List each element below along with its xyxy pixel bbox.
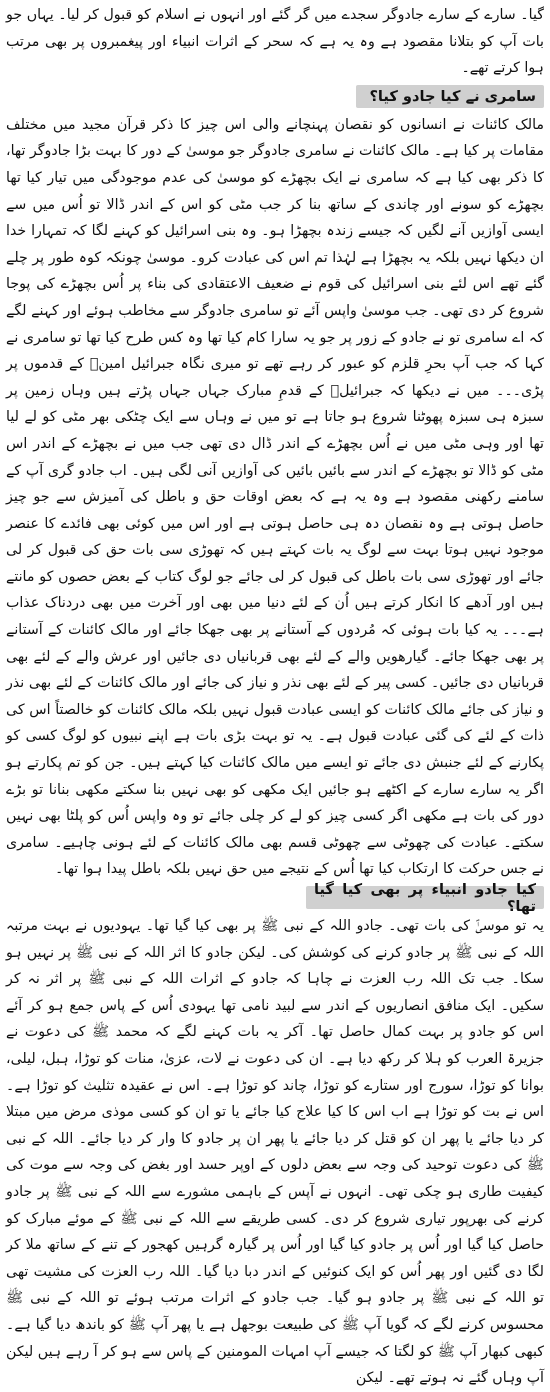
section-heading-prophets — [306, 880, 544, 915]
section-2-paragraph: یہ تو موسیٰؑ کی بات تھی۔ جادو اللہ کے نبی ﷺ پر بھی کیا گیا تھا۔ یہودیوں نے بہت مرتبہ اللہ کے نبی ﷺ پر جادو کرنے کی کوشش کی۔ لیکن جادو کا اثر اللہ کے نبی ﷺ پر نہیں ہو سکا۔ جب تک اللہ رب العزت نے چاہا کہ جادو کے اثرات اللہ کے نبی ﷺ پر اثر نہ کر سکیں۔ ایک منافق انصاریوں کے اندر سے لبید نامی تھا یہودی اُس کے پاس جمع ہو کر آئے اس کو جادو پر بہت کمال حاصل تھا۔ آکر یہ بات کہنے لگے کہ محمد ﷺ کی دعوت نے جزیرۃ العرب کو ہلا کر رکھ دیا ہے۔ ان کی دعوت نے لات، عزیٰ، منات کو توڑا، ہبل، لیلی، بوانا کو توڑا، سورج اور ستارے کو توڑا، چاند کو توڑا ہے۔ اس نے عقیدہ تثلیث کو توڑا ہے۔ اس نے بت کو توڑا ہے اب اس کا کیا علاج کیا جائے یا تو ان کو کسی موذی مرض میں مبتلا کر دیا جائے یا پھر ان کو قتل کر دیا جائے یا پھر ان پر جادو کا وار کر دیا جائے۔ اللہ کے نبی ﷺ کی دعوت توحید کی وجہ سے بعض دلوں کے اوپر حسد اور بغض کی وجہ سے موت کی کیفیت طاری ہو چکی تھی۔ انہوں نے آپس کے باہمی مشورے سے اللہ کے نبی ﷺ پر جادو کرنے کی بھرپور تیاری شروع کر دی۔ کسی طریقے سے اللہ کے نبی ﷺ کے موئے مبارک کو حاصل کیا گیا اور اُس پر جادو کیا گیا اور اُس پر گیارہ گرہیں کھجور کے تنے کے ساتھ ملا کر لگا دی گئیں اور پھر اُس کو ایک کنوئیں کے اندر دبا دیا گیا۔ اللہ رب العزت کی مشیت تھی تو اللہ کے نبی ﷺ پر جادو ہو گیا۔ جب جادو کے اثرات مرتب ہوئے تو اللہ کے نبی ﷺ محسوس کرنے لگے کہ گویا آپ ﷺ کی طبیعت بوجھل ہے یا پھر آپ ﷺ کو باندھ دیا گیا ہے۔ کبھی کبھار آپ ﷺ کو لگتا کہ جیسے آپ امہات المومنین کے پاس سے ہو کر آ رہے ہیں لیکن آپ وہاں گئے نہ ہوتے تھے۔ لیکن — [6, 918, 544, 1387]
section-1-paragraph: مالک کائنات نے انسانوں کو نقصان پہنچانے والی اس چیز کا ذکر قرآن مجید میں مختلف مقامات پر کیا ہے۔ مالک کائنات نے سامری جادوگر جو موسیٰ کے دور کا بہت بڑا جادوگر تھا، کا ذکر بھی کیا ہے کہ سامری نے ایک بچھڑے کو موسیٰ کی عدم موجودگی میں تیار کیا تھا بچھڑے کو سونے اور چاندی کے ساتھ بنا کر جب مٹی کو اس کے اندر ڈالا تو اُس میں سے ایسی آوازیں آنے لگیں کہ جیسے زندہ بچھڑا ہو۔ وہ بنی اسرائیل کو کہنے لگا کہ تمہارا خدا ان دیکھا نہیں بلکہ یہ بچھڑا ہے لہٰذا تم اس کی عبادت کرو۔ موسیٰ چونکہ کوہ طور پر چلے گئے تھے اس لئے بنی اسرائیل کی قوم نے ضعیف الاعتقادی کی بناء پر اُس بچھڑے کی پوجا شروع کر دی تھی۔ جب موسیٰ واپس آئے تو سامری جادوگر سے مخاطب ہوئے اور کہنے لگے کہ اے سامری تو نے جادو کے زور پر جو یہ سارا کام کیا تھا وہ کس طرح کیا تھا تو سامری نے کہا کہ جب آپ بحرِ قلزم کو عبور کر رہے تھے تو میری نگاہ جبرائیل امینؑ کے قدموں پر پڑی۔۔۔ میں نے دیکھا کہ جبرائیلؑ کے قدمِ مبارک جہاں جہاں پڑتے ہیں وہاں زمین پر سبزہ ہی سبزہ پھوٹنا شروع ہو جاتا ہے تو میں نے وہاں سے ایک چٹکی بھر مٹی کو لے لیا تھا اور وہی مٹی میں نے اُس بچھڑے کے اندر ڈال دی تھی جب میں نے بچھڑے کے اندر اس مٹی کو ڈالا تو بچھڑے کے اندر سے بائیں بائیں کی آوازیں آنی لگی ہیں۔ اب جادو گری آپ کے سامنے رکھنی مقصود ہے وہ یہ ہے کہ بعض اوقات حق و باطل کی آمیزش سے جو چیز حاصل ہوتی ہے وہ نقصان دہ ہی حاصل ہوتی ہے اور اس میں کوئی بھی فائدے کا عنصر موجود نہیں ہوتا بہت سے لوگ یہ بات کہتے ہیں کہ تھوڑی سی بات حق کی قبول کر لی جائے اور تھوڑی سی بات باطل کی قبول کر لی جائے جو لوگ کتاب کے بعض حصوں کو مانتے ہیں اور آدھے کا انکار کرتے ہیں اُن کے لئے دنیا میں بھی اور آخرت میں بھی دردناک عذاب ہے۔۔۔ یہ کیا بات ہوئی کہ مُردوں کے آستانے پر بھی جھکا جائے اور مالک کائنات کے آستانے پر بھی جھکا جائے۔ گیارھویں والے کے لئے بھی قربانیاں دی جائیں اور عرش والے کے لئے بھی قربانیاں دی جائیں۔ کسی پیر کے لئے بھی نذر و نیاز کی جائے اور مالک کائنات کے لئے بھی نذر و نیاز کی جائے مالک کائنات کو ایسی عبادت قبول نہیں بلکہ مالک کائنات کو خالصتاً اس کی ذات کے لئے کی گئی عبادت قبول ہے۔ یہ تو بہت بڑی بات ہے اپنے نبیوں کو لوگ کسی کو پکارنے کے لئے جنبش دی جائے تو ایسے میں مالک کائنات کیا کہتے ہیں۔ جن کو تم پکارتے ہو اگر یہ سارے سارے کے اکٹھے ہو جائیں ایک مکھی کو بھی نہیں بنا سکتے مکھی بنانا تو بڑے دور کی بات ہے مکھی اگر کسی چیز کو لے کر چلی جائے تو وہ واپس اُس کو پلٹا بھی نہیں سکتے۔ عبادت کی چھوٹی سے چھوٹی قسم بھی مالک کائنات کے لئے ہونی چاہیے۔ سامری نے جس حرکت کا ارتکاب کیا تھا اُس کے نتیجے میں حق نہیں بلکہ باطل پیدا ہوا تھا۔ — [6, 116, 544, 878]
section-heading-samiri-text: سامری نے کیا جادو کیا؟ — [369, 87, 536, 105]
intro-paragraph: گیا۔ سارے کے سارے جادوگر سجدے میں گر گئے اور انہوں نے اسلام کو قبول کر لیا۔ یہاں جو بات آپ کو بتلانا مقصود ہے وہ یہ ہے کہ سحر کے اثرات انبیاء اور پیغمبروں پر بھی مرتب ہوا کرتے تھے۔ — [6, 7, 544, 77]
section-heading-samiri — [356, 85, 544, 108]
section-heading-prophets-text: کیا جادو انبیاء پر بھی کیا گیا تھا؟ — [314, 880, 536, 915]
